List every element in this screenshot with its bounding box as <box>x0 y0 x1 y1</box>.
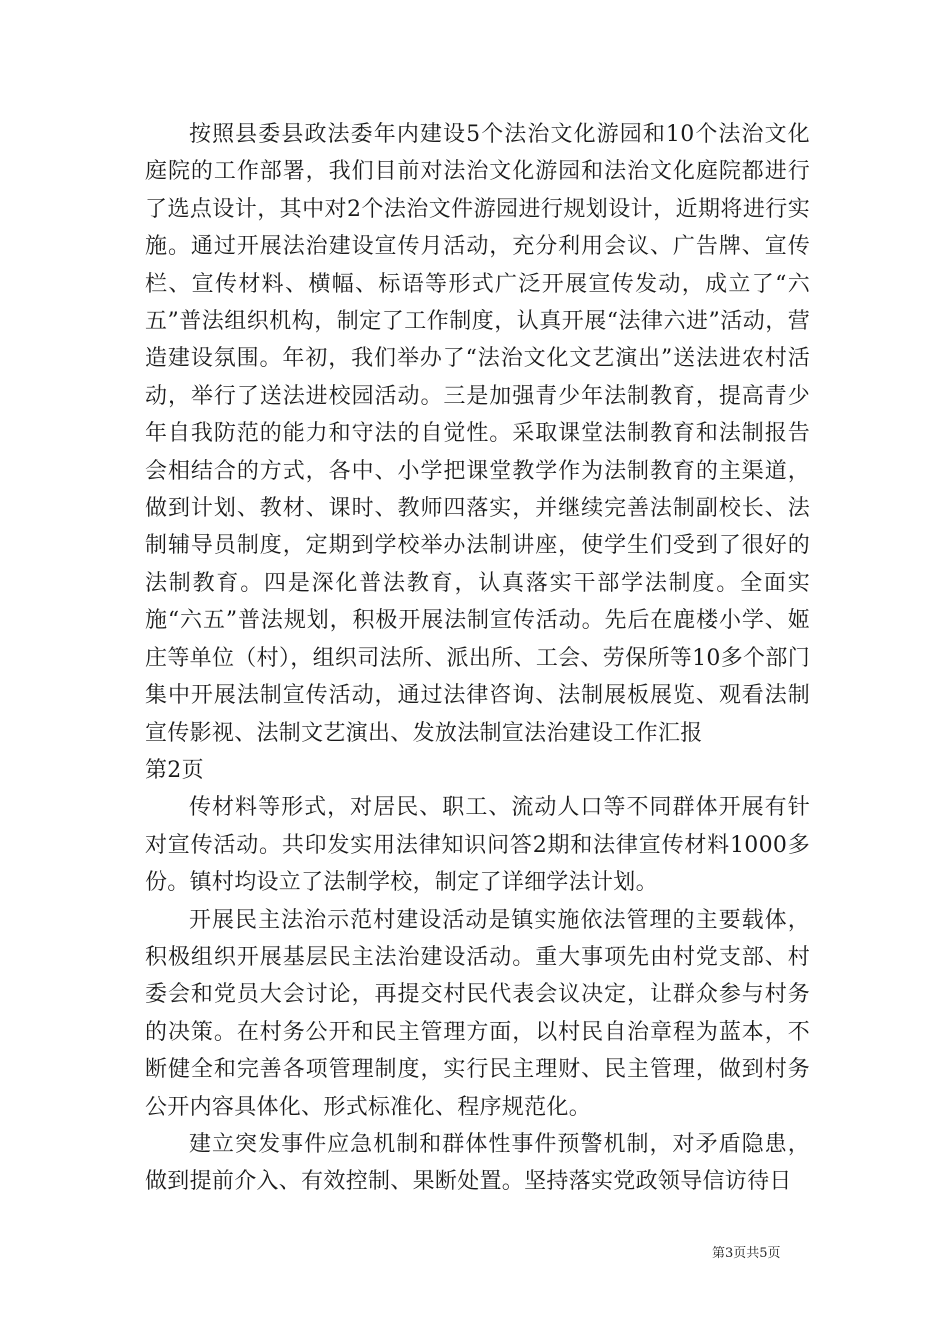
paragraph-2: 传材料等形式，对居民、职工、流动人口等不同群体开展有针对宣传活动。共印发实用法律知识问答2期和法律宣传材料1000多份。镇村均设立了法制学校，制定了详细学法计划。 <box>145 795 810 896</box>
paragraph-4: 建立突发事件应急机制和群体性事件预警机制，对矛盾隐患，做到提前介入、有效控制、果断处置。坚持落实党政领导信访待日 <box>145 1131 810 1195</box>
page-footer: 第3页共5页 <box>712 1246 781 1261</box>
paragraph-1: 按照县委县政法委年内建设5个法治文化游园和10个法治文化庭院的工作部署，我们目前对法治文化游园和法治文化庭院都进行了选点设计，其中对2个法治文件游园进行规划设计，近期将进行实施。通过开展法治建设宣传月活动，充分利用会议、广告牌、宣传栏、宣传材料、横幅、标语等形式广泛开展宣传发动，成立了“六五”普法组织机构，制定了工作制度，认真开展“法律六进”活动，营造建设氛围。年初，我们举办了“法治文化文艺演出”送法进农村活动，举行了送法进校园活动。三是加强青少年法制教育，提高青少年自我防范的能力和守法的自觉性。采取课堂法制教育和法制报告会相结合的方式，各中、小学把课堂教学作为法制教育的主渠道，做到计划、教材、课时、教师四落实，并继续完善法制副校长、法制辅导员制度，定期到学校举办法制讲座，使学生们受到了很好的法制教育。四是深化普法教育，认真落实干部学法制度。全面实施“六五”普法规划，积极开展法制宣传活动。先后在鹿楼小学、姬庄等单位（村），组织司法所、派出所、工会、劳保所等10多个部门集中开展法制宣传活动，通过法律咨询、法制展板展览、观看法制宣传影视、法制文艺演出、发放法制宣法治建设工作汇报 <box>145 122 810 746</box>
paragraph-3: 开展民主法治示范村建设活动是镇实施依法管理的主要载体，积极组织开展基层民主法治建设活动。重大事项先由村党支部、村委会和党员大会讨论，再提交村民代表会议决定，让群众参与村务的决策。在村务公开和民主管理方面，以村民自治章程为蓝本，不断健全和完善各项管理制度，实行民主理财、民主管理，做到村务公开内容具体化、形式标准化、程序规范化。 <box>145 907 810 1120</box>
document-body <box>145 116 810 1201</box>
inline-page-marker: 第2页 <box>145 757 204 783</box>
